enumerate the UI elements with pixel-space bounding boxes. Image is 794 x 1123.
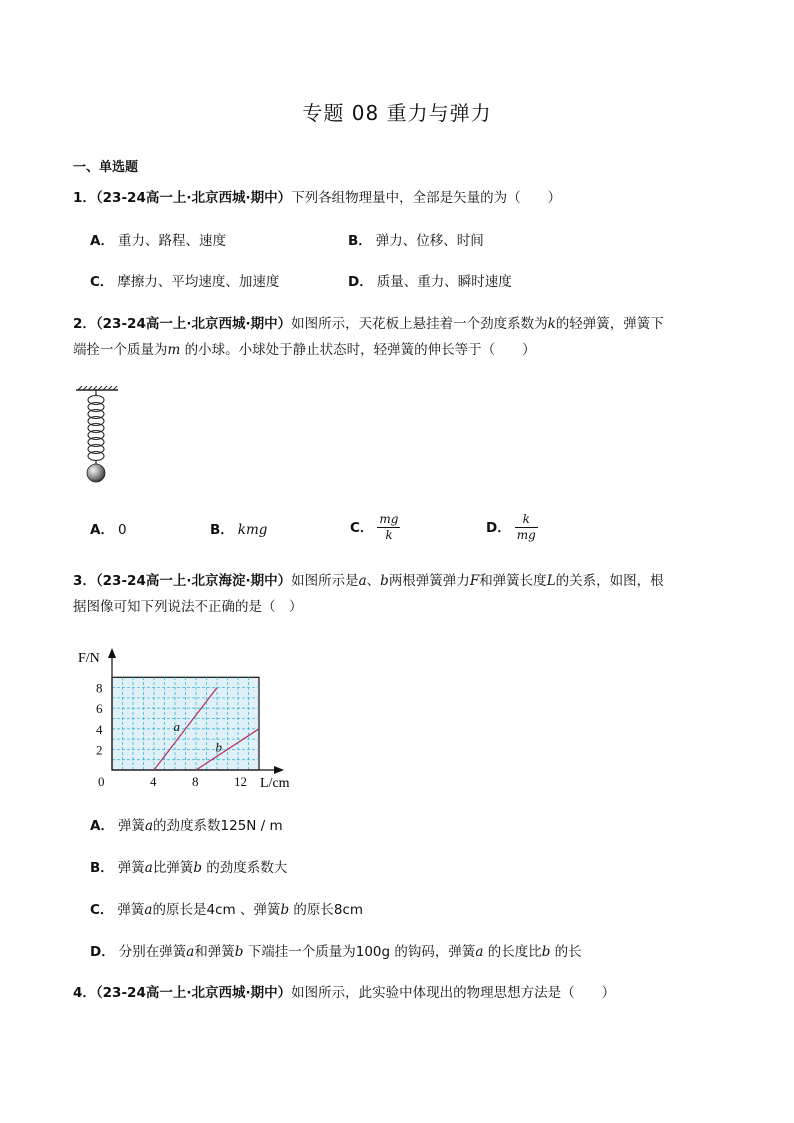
option-text: 的劲度系数125N / m [153, 818, 283, 834]
option-text: 的原长是4cm 、弹簧 [152, 902, 281, 918]
option-label: B． [348, 233, 372, 249]
question-number: 4． [73, 985, 96, 1001]
option-label: C． [350, 519, 374, 536]
variable-m: m [167, 342, 181, 358]
option-text: 的长 [550, 944, 582, 960]
question-number: 1． [73, 190, 96, 206]
chart-grid [112, 677, 259, 770]
variable: b [541, 944, 551, 960]
question-source: （23-24高一上·北京西城·期中） [95, 316, 292, 332]
option-label: C． [90, 902, 114, 918]
q1-option-b [348, 231, 484, 251]
question-stem: 的轻弹簧，弹簧下 [555, 316, 664, 332]
question-stem: 据图像可知下列说法不正确的是（ ） [73, 599, 303, 615]
x-tick-label: 4 [150, 774, 157, 789]
q3-option-c [90, 900, 363, 920]
spring-ball-figure [72, 386, 122, 486]
q1-option-a [90, 231, 226, 251]
option-text: 和弹簧 [194, 944, 235, 960]
question-2 [73, 311, 723, 363]
question-source: （23-24高一上·北京西城·期中） [95, 190, 292, 206]
option-text: 比弹簧 [152, 860, 194, 876]
option-label: A． [90, 818, 114, 834]
question-stem: 如图所示，此实验中体现出的物理思想方法是（ ） [291, 985, 616, 1001]
option-label: D． [90, 944, 115, 960]
q2-option-c [350, 512, 400, 543]
question-stem: 如图所示，天花板上悬挂着一个劲度系数为 [291, 316, 548, 332]
option-text: 弹力、位移、时间 [375, 233, 484, 249]
q3-option-a [90, 816, 283, 836]
denominator: k [385, 528, 393, 542]
question-stem: 下列各组物理量中，全部是矢量的为（ ） [291, 190, 562, 206]
question-number: 2． [73, 316, 96, 332]
question-stem: 和弹簧长度 [479, 573, 547, 589]
variable-k: k [547, 316, 556, 332]
variable-a: a [358, 573, 367, 589]
question-stem: 两根弹簧弹力 [388, 573, 470, 589]
spring-coil [88, 396, 104, 461]
variable: a [144, 902, 153, 918]
numerator: k [515, 512, 538, 528]
x-axis-label: L/cm [260, 776, 290, 791]
option-label: C． [90, 274, 114, 290]
option-text: 的原长8cm [289, 902, 364, 918]
y-axis-label: F/N [78, 651, 100, 666]
q2-option-a [90, 520, 127, 540]
denominator: mg [516, 528, 536, 542]
variable: a [186, 944, 195, 960]
option-label: A． [90, 233, 114, 249]
variable: a [475, 944, 484, 960]
force-length-chart [70, 640, 310, 795]
variable-L: L [546, 573, 556, 589]
y-tick-label: 8 [96, 680, 103, 696]
y-tick-label: 2 [96, 742, 103, 758]
question-stem: 如图所示是 [291, 573, 359, 589]
option-text: 的劲度系数大 [202, 860, 288, 876]
question-stem: 端拴一个质量为 [73, 342, 168, 358]
q1-option-c [90, 272, 279, 292]
option-text: 重力、路程、速度 [117, 233, 226, 249]
series-label-b: b [215, 739, 222, 755]
option-text: 0 [117, 522, 127, 538]
option-text: 分别在弹簧 [118, 944, 187, 960]
fraction [515, 512, 538, 543]
option-label: A． [90, 522, 114, 538]
option-text: 质量、重力、瞬时速度 [376, 274, 512, 290]
variable: b [280, 902, 290, 918]
question-source: （23-24高一上·北京西城·期中） [95, 985, 292, 1001]
variable-b: b [380, 573, 389, 589]
q2-option-d [486, 512, 538, 543]
question-source: （23-24高一上·北京海淀·期中） [95, 573, 292, 589]
q3-option-d [90, 942, 582, 962]
series-label-a: a [173, 718, 180, 734]
section-heading: 一、单选题 [73, 160, 139, 175]
x-axis-arrow [274, 766, 284, 774]
q2-option-b [210, 520, 267, 540]
option-text: 的长度比 [483, 944, 542, 960]
question-4 [73, 980, 723, 1006]
option-label: B． [210, 522, 234, 538]
question-1 [73, 185, 723, 211]
q3-option-b [90, 858, 287, 878]
q1-option-d [348, 272, 512, 292]
x-tick-label: 8 [192, 774, 199, 789]
option-label: B． [90, 860, 114, 876]
ball [87, 464, 105, 482]
option-text: 弹簧 [117, 860, 145, 876]
variable: a [144, 860, 153, 876]
separator: 、 [366, 573, 381, 589]
question-stem: 的小球。小球处于静止状态时，轻弹簧的伸长等于（ ） [180, 342, 536, 358]
x-tick-label: 12 [234, 774, 247, 789]
option-text: 摩擦力、平均速度、加速度 [117, 274, 280, 290]
question-number: 3． [73, 573, 96, 589]
x-tick-label: 0 [98, 774, 105, 789]
option-text: kmg [237, 522, 268, 538]
y-tick-label: 4 [96, 721, 103, 737]
page-title: 专题 08 重力与弹力 [302, 101, 492, 125]
option-label: D． [348, 274, 373, 290]
variable-F: F [469, 573, 480, 589]
question-stem: 的关系，如图，根 [555, 573, 664, 589]
variable: b [234, 944, 244, 960]
option-text: 下端挂一个质量为100g 的钩码，弹簧 [243, 944, 476, 960]
option-text: 弹簧 [117, 818, 145, 834]
option-text: 弹簧 [117, 902, 145, 918]
question-3 [73, 568, 723, 620]
y-axis-arrow [108, 648, 116, 658]
option-label: D． [486, 519, 511, 536]
numerator: mg [379, 512, 399, 526]
variable: b [193, 860, 203, 876]
variable: a [144, 818, 154, 834]
y-tick-label: 6 [96, 701, 103, 717]
fraction [377, 512, 400, 543]
